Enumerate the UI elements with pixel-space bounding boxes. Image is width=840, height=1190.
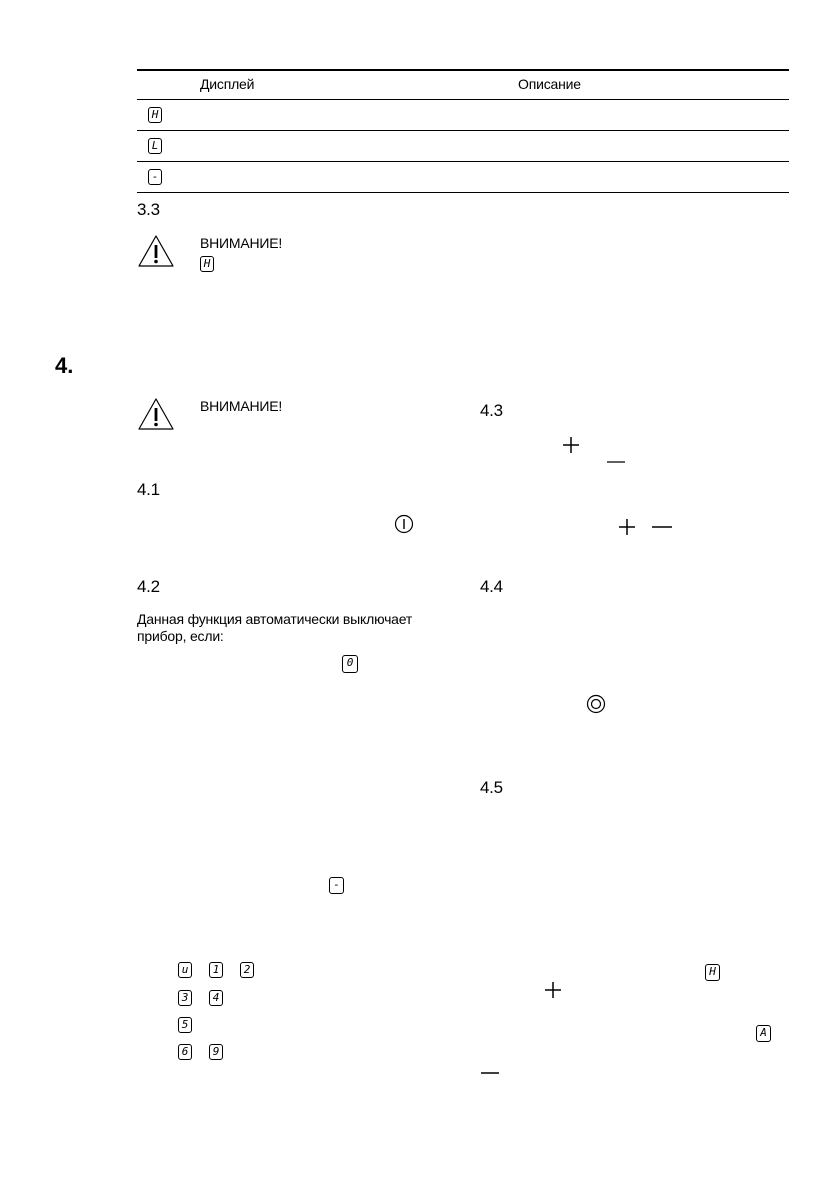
display-symbol: 0 [342,655,358,673]
table-header-display: Дисплей [200,76,255,92]
power-icon [394,514,414,534]
display-symbol: - [329,877,344,894]
table-top-rule [137,69,789,71]
level-symbol: 5 [178,1017,192,1033]
plus-icon [544,981,562,999]
level-symbol: 3 [178,990,192,1006]
minus-icon [651,524,673,530]
section-4-2-number: 4.2 [137,577,160,596]
section-4-4-number: 4.4 [480,577,503,596]
table-row-symbol: - [148,169,162,185]
minus-icon [480,1070,500,1076]
section-4-3-number: 4.3 [480,401,503,420]
level-symbol: 2 [240,962,254,978]
display-symbol: H [200,256,214,272]
plus-icon [562,436,580,454]
level-symbol: 9 [209,1044,223,1060]
table-row-symbol: L [148,138,162,154]
minus-icon [606,459,626,465]
level-symbol: 6 [178,1044,192,1060]
chapter-4-number: 4. [55,353,74,378]
table-header-rule [137,99,789,100]
section-4-1-number: 4.1 [137,480,160,499]
table-row-rule [137,130,789,131]
warning-label: ВНИМАНИЕ! [200,398,283,414]
section-3-3-number: 3.3 [137,200,160,219]
plus-icon [618,518,636,536]
level-symbol: 1 [209,962,223,978]
table-row-rule [137,161,789,162]
table-header-description: Описание [518,76,581,92]
section-4-5-number: 4.5 [480,778,503,797]
display-symbol: H [705,964,720,981]
warning-triangle-icon [137,234,175,268]
display-symbol: A [756,1025,771,1042]
table-bottom-rule [137,192,789,193]
warning-triangle-icon [137,397,175,431]
table-row-symbol: H [148,107,162,123]
level-symbol: u [178,962,192,978]
section-4-2-intro: Данная функция автоматически выключает прибор, если: [137,611,413,644]
double-circle-icon [586,694,606,714]
warning-label: ВНИМАНИЕ! [200,235,283,251]
level-symbol: 4 [209,990,223,1006]
